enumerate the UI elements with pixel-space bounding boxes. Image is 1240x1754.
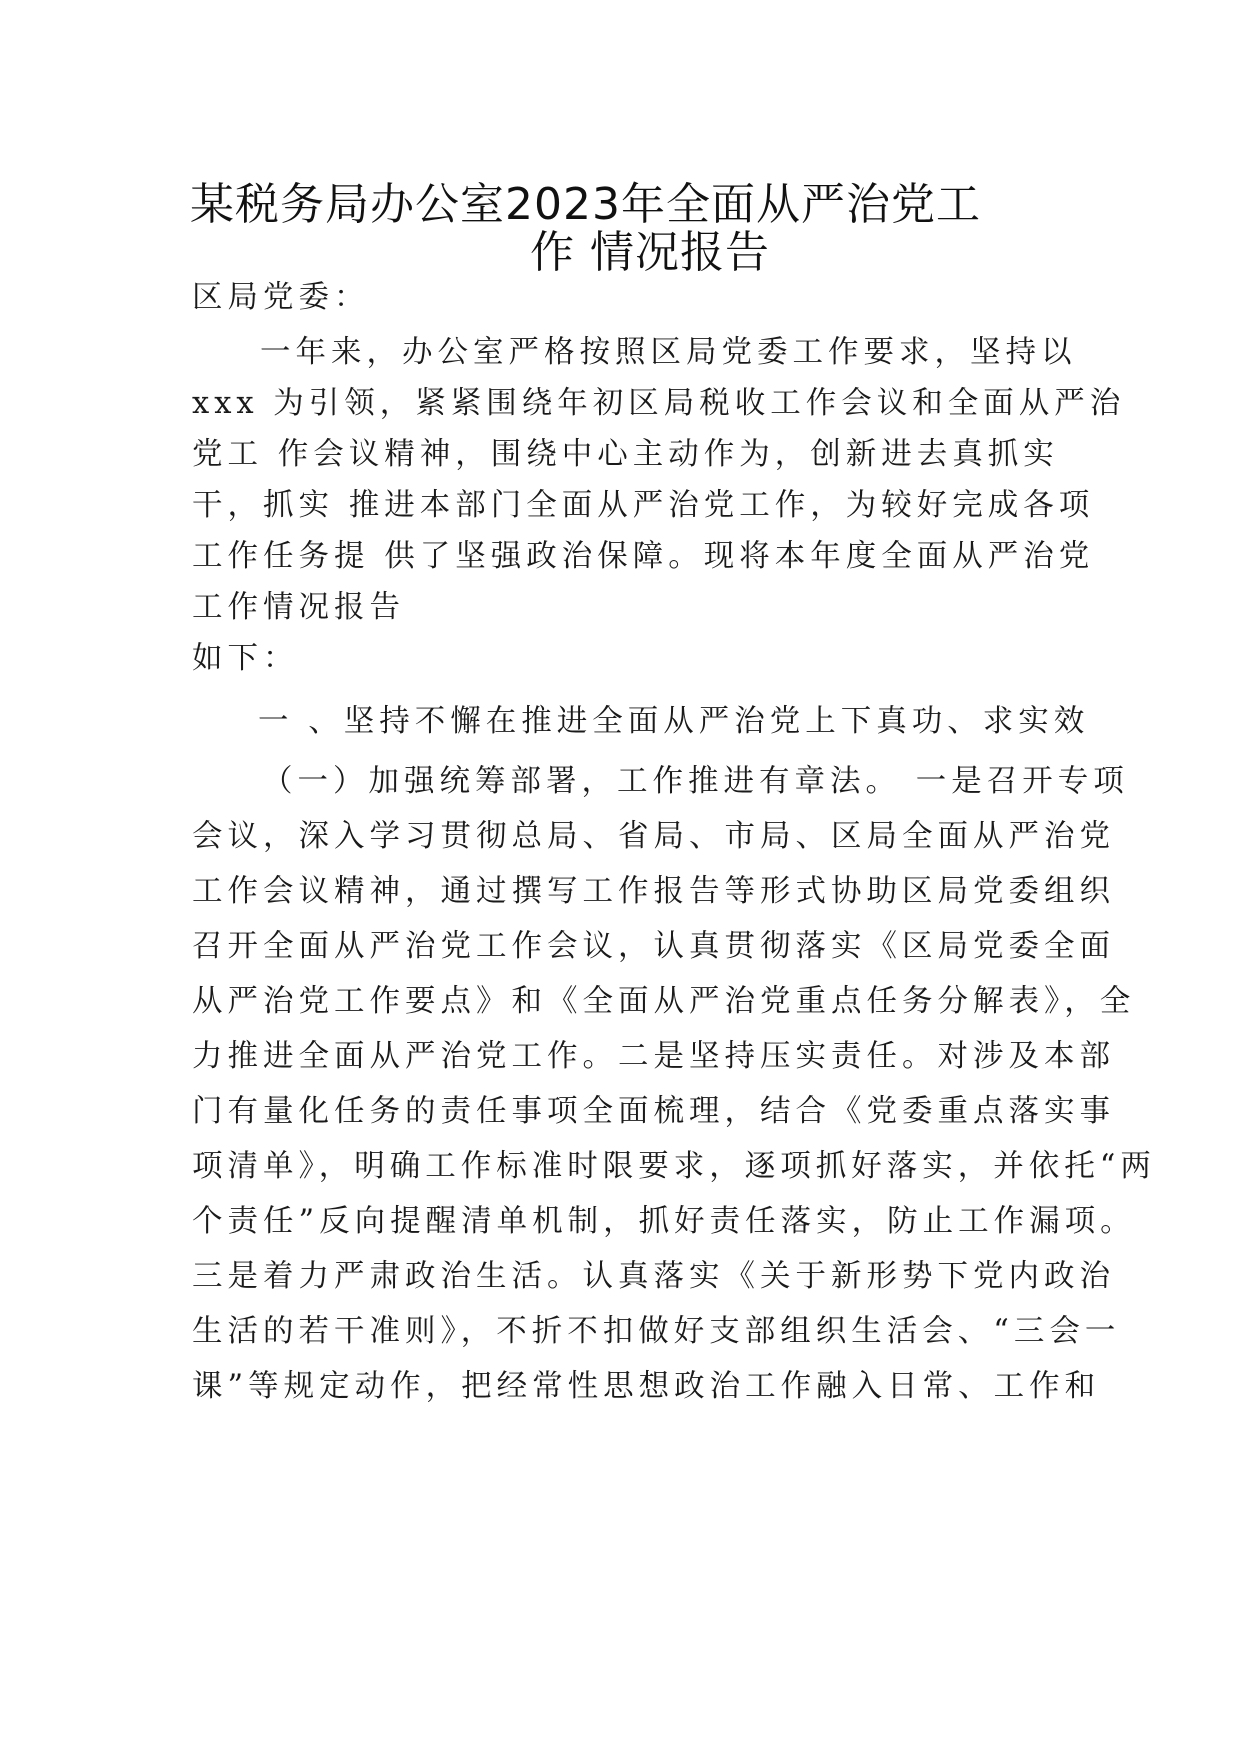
body-line: 一年来，办公室严格按照区局党委工作要求，坚持以	[260, 335, 1077, 370]
body-line: 召开全面从严治党工作会议，认真贯彻落实《区局党委全面	[192, 929, 1115, 964]
body-line: 门有量化任务的责任事项全面梳理，结合《党委重点落实事	[192, 1094, 1115, 1129]
body-line: 课”等规定动作，把经常性思想政治工作融入日常、工作和	[192, 1369, 1101, 1404]
body-line: 力推进全面从严治党工作。二是坚持压实责任。对涉及本部	[192, 1039, 1115, 1074]
body-line: 会议，深入学习贯彻总局、省局、市局、区局全面从严治党	[192, 819, 1115, 854]
document-title-line-2: 作 情况报告	[530, 227, 770, 278]
body-line: 党工 作会议精神，围绕中心主动作为，创新进去真抓实	[192, 437, 1059, 472]
body-line: 个责任”反向提醒清单机制，抓好责任落实，防止工作漏项。	[192, 1204, 1136, 1239]
body-line: 三是着力严肃政治生活。认真落实《关于新形势下党内政治	[192, 1259, 1115, 1294]
subsection-lead-line: （一）加强统筹部署，工作推进有章法。 一是召开专项	[262, 764, 1129, 799]
body-line: 生活的若干准则》，不折不扣做好支部组织生活会、“三会一	[192, 1314, 1121, 1349]
salutation: 区局党委：	[192, 280, 370, 315]
body-line: 工作任务提 供了坚强政治保障。现将本年度全面从严治党	[192, 539, 1095, 574]
body-line: 工作会议精神，通过撰写工作报告等形式协助区局党委组织	[192, 874, 1115, 909]
body-line: 工作情况报告	[192, 590, 405, 625]
section-heading: 一 、坚持不懈在推进全面从严治党上下真功、求实效	[258, 704, 1090, 739]
body-line: 干，抓实 推进本部门全面从严治党工作，为较好完成各项	[192, 488, 1095, 523]
body-line: 从严治党工作要点》和《全面从严治党重点任务分解表》，全	[192, 984, 1136, 1019]
body-line: 项清单》，明确工作标准时限要求，逐项抓好落实，并依托“两	[192, 1149, 1156, 1184]
document-title-line-1: 某税务局办公室2023年全面从严治党工	[190, 179, 981, 230]
body-line: xxx 为引领，紧紧围绕年初区局税收工作会议和全面从严治	[192, 386, 1126, 421]
body-line: 如下：	[192, 641, 299, 676]
